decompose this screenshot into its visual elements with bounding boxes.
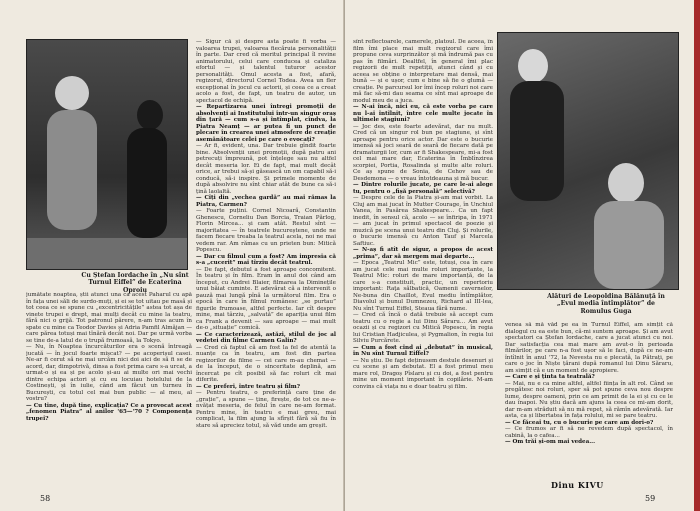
question: — Ce caracterizează, astăzi, stilul de joc al vedetei din filme Carmen Galin? — [196, 331, 336, 344]
cover-edge — [694, 0, 700, 511]
page-number-right: 59 — [645, 494, 656, 503]
paragraph: — Joc des, este foarte adevărat, dar nu mult. Cred că un singur rol bun pe stagiune, și sînt aproape pentru orice actor. Dar este o bucurie imensă să joci seară de seară de fiecare dată pe dramaturgii lor, cum ar fi Shakespeare, mi-a fost cel mai mare dar, Ecaterina în Îmblînzirea scorpiei, Portia, Rosalinda și multe alte roluri. Ce aș spune de Sonia, de Cehov sau de Desdemona — o vreau întotdeauna și mă bucur. — [353, 123, 493, 182]
paragraph: — Nu, în Noaptea încurcăturilor era o scenă întreagă jucată — în jocul foarte mișcat? — pe acoperișul casei. Ne-ar fi cerut să ne mai urcăm nici doi aici de să fi se de acord, dar, dimpotrivă, dinsa a fost prima care s-a urcat, a urmat-o și ea și pe acolo și-au ai multe ori mai vechi dintre echipa actori și cu eu locuiau hotelului de la Costinești, și în iulie, când am făcut un turneu în București, cu totul cel mai bun public — al meu, al vostru? — [26, 344, 192, 402]
author-signature: Dinu KIVU — [551, 480, 604, 490]
paragraph: — Foarte puțini. Cornel Nicoară, Constantin Ghenescu, Corneliu Dan Borcia, Traian Părlog, Florin Mircea... și cam atât. Restul sînt — majoritatea — în teatrele bucureștene, unde ne facem fiecare treaba la teatrul acela, noi ne mai vedem rar. Am rămas cu un prieten bun: Mitică Popescu. — [196, 208, 336, 253]
question: — Care e și ținta ta teatrală? — [505, 374, 595, 380]
paragraph: venea să mă văd pe ea în Turnul Eiffel, am simțit că dialogul cu ea este bun, că-mi suntem aproape. Și am avut spectatori ca Ștefan Iordache, care a jucat atunci cu noi. Dar satisfacția cea mai mare am avut-o în perioada filmărilor, pe care n-a fost ușor să le faci, după ce ne-am întîlnit în anul '72, la Nevesta nu e plecată, la Pătrați, pe care o joc în Niște țărani după romanul lui Dinu Săraru, am simțit că e un moment de apropiere. — [505, 322, 673, 374]
paragraph: sînt reflectoarele, camerele, platoul. De aceea, în film îmi place mai mult regizorul care îmi propune ceva surprinzător și mă îndrumă pas cu pas în filmări. Dealtfel, în general îmi plac regizorii de mult repetiții, atunci când și cu aceea se obține o interpretare mai densă, mai bună — și e ușor, cum e bine să fie o glumă — creație. Pe parcursul lor îmi încep roluri noi care mă fac să-mi dau seama ce sînt mai aproape de modul meu de a juca. — [353, 39, 493, 104]
question: — N-aș fi atît de sigur, a propos de acest „prima”, dar să mergem mai departe... — [353, 247, 493, 260]
paragraph: — Sigur că și despre asta poate fi vorba — valoarea trupei, valoarea fiecăruia personalității în parte. Dar cred că meritul principal îl revine animatorului, celui care conducea și cataliza efortul — și talentul tuturor acestor personalități. Omul acesta a fost, afară, regizorul, directorul Cornel Todea. Avea un fler excepțional în jocul cu actorii, și ceea ce a creat acolo a fost, de fapt, un teatru de autor, un spectacol de echipă. — [196, 39, 336, 104]
right-page — [345, 0, 700, 511]
question: — Cu tine, după tine, explicația? Ce a provocat acest „fenomen Piatra” al anilor '65—'70 ? Componența trupei? — [26, 402, 192, 422]
question: — Dintre rolurile jucate, pe care le-ai alege tu, pentru o „fișă personală” selectivă? — [353, 182, 493, 195]
paragraph: — Despre cele de la Piatra și-am mai vorbit. La Cluj am mai jucat în Mutter Courage, în Unchiul Vanea, în Pasărea Shakespeare... Ca un fapt inedit, în sensul că, acolo — se înfiripa, în 1971 — am jucat în primul spectacol de poezie și muzică pe scena unui teatru din Cluj. Și rolurile, o bucurie imensă cu Anton Tauf și Marcela Saftiuc. — [353, 195, 493, 247]
paragraph: — Nu știu. De fapt deținusem destule desenuri și cu scene și am debutat. El a fost primul meu mare rol, Dragoș Pîslaru și cu doi, a fost pentru mine un moment important în copilărie. M-am convins că viața nu e doar teatru și film. — [353, 357, 493, 390]
photo-figure-man-body — [47, 110, 97, 230]
paragraph: — Mai, nu e ca mine altfel, altfel ființa în alt rol. Când se pregătesc noi roluri, sper să pot spune ceva nou despre lume, despre oameni, prin ce am primit de la ei și cu ce le dau înapoi. Nu știu dacă am ajuns la ceea ce mi-am dorit, dar m-am străduit să nu mă repet, să rămîn adevărată. Iar asta, ca și libertatea în fața rolului, mi se pare teatru. — [505, 380, 673, 419]
photo-figure-right-body — [594, 201, 664, 289]
article-column-3 — [353, 39, 493, 494]
photo-figure-left-icon — [518, 49, 548, 83]
paragraph: — Ar fi, evident, una. Dar trebuie gîndit foarte bine. Absolvenții unei promoții, după patru ani petrecuți împreună, pot înțelege sau nu altfel decât meseria lor. Ei de fapt, mai mult decât orice, ar trebui să-și găsească un om capabil să-i conducă, să-i inspire. Și primele momente de după absolvire nu sînt chiar atât de bune ca să-i țină laolaltă. — [196, 143, 336, 195]
article-column-4 — [505, 322, 673, 472]
photo-figure-man-icon — [55, 76, 89, 110]
question: — Om trăi și-om mai vedea... — [505, 439, 596, 445]
photo-right-caption: Alături de Leopoldina Bălănuță în „Evul media întîmplător” de Romulus Guga — [547, 293, 665, 315]
photo-left-caption: Cu Ștefan Iordache în „Nu sînt Turnul Eiffel” de Ecaterina Oproiu — [81, 272, 189, 294]
paragraph: — Cred că faptul că am fost la fel de atentă la nuanțe ca în teatru, am fost din partea regizorilor de filme — cei care m-au chemat — de la început, de o sinceritate deplină, am încercat pe cît posibil să fac roluri cît mai diferite. — [196, 344, 336, 383]
paragraph: — Ce frumos ar fi să ne revedem după spectacol, în cabină, la o cafea... — [505, 426, 673, 439]
photo-figure-woman-body — [127, 128, 167, 238]
photo-figure-right-icon — [608, 163, 644, 203]
question: — Ce făceai tu, cu o bucurie pe care am dori-o? — [505, 419, 654, 426]
paragraph: — Pentru teatru, o preferință care ține de „grație”, a spune — ține, firește, de tot ce ne-a-nvățat meseria, de felul în care ne-am format. Pentru mine, în teatru e mai greu, mai complicat, la film ajung la sfîrșit fără să fiu în stare să apreciez totul, să văd unde am greșit. — [196, 390, 336, 429]
photo-floor — [27, 238, 187, 269]
paragraph: — Epoca „Teatrul Mic” este, totuși, cea în care am jucat cele mai multe roluri importante, la Teatrul Mic: roluri de mare importanță, de la care s-a constituit, practic, un repertoriu important: Raţa sălbatică, Oamenii cavernelor, Ne-buna din Chaillot, Evul mediu întîmplător, Diavolul și bunul Dumnezeu, Richard al III-lea, Nu sînt Turnul Eiffel, Steaua fără nume. — [353, 260, 493, 312]
question: — Cîți din „vechea gardă” au mai rămas la Piatra, Carmen? — [196, 195, 336, 208]
paragraph: — De fapt, debutul a fost aproape concomitent. În teatru și în film. Eram în anul doi când am început, cu Andrei Blaier, filmarea la Diminețile unui băiat cuminte. E adevărat că a intervenit o pauză mai lungă pînă la următorul film. Era o epocă în care în filmul românesc „se purtau” figurile frumoase, altfel perfecte. Iar cît despre mine, mai târziu, „salvată” de apariția unui film ca Frank a devenit — sau aproape — mai mult de-o „situație” comică. — [196, 266, 336, 331]
question: — Dar cu filmul cum a fost? Am impresia că s-a „cucerit” mai tîrziu decât teatrul. — [196, 253, 336, 266]
photo-right — [497, 32, 679, 290]
question: — Repartizarea unei întregi promoții de absolvenți ai Institutului într-un singur oraș din țară — cum s-a și întîmplat, cîndva, la Piatra Neamț — ar putea fi un punct de plecare în crearea unei atmosfere de creație asemănătoare celei pe care o evocați? — [196, 104, 336, 143]
article-column-2 — [196, 39, 336, 494]
question: — Cum a fost cînd ai „debutat” în musical, în Nu sînt Turnul Eiffel? — [353, 344, 493, 357]
paragraph: — Cred că încă o dată trebuie să accept cum teatru cu o regie a lui Dinu Săraru... Am avut ocazii și cu regizori cu Mitică Popescu, în regia lui Cristian Hadjiculea, și Pygmalion, în regia lui Silviu Purcărete. — [353, 312, 493, 344]
left-page — [0, 0, 345, 511]
article-column-1 — [26, 292, 192, 492]
photo-left — [26, 39, 188, 270]
paragraph: jumătate noaptea, știi atunci una ca acest Paharul cu apă în fața unei săli de surdo-muți, și ei se tot uitau pe masă și tot ceea ce se spune cu „excentricitățile” astea tot așa de vinete trupei e drept, mai mulți decât cu mine la teatru, fără nici o grijă. Tot patronul părere, n-am tras acum în spate cu mine ca Teodor Davies și Adria Pamfil Almăjan — care părea totuși mai tînără decât noi. Dar pe urmă vorba se tine de-a latul de o trupă frumoasă, la Tokyo. — [26, 292, 192, 344]
photo-figure-woman-icon — [137, 100, 163, 130]
question: — N-ai încă, nici eu, că este vorba pe care nu l-ai întîlnit, între cele multe jocate în ultimele stagiuni? — [353, 104, 493, 123]
page-number-left: 58 — [40, 494, 51, 503]
photo-figure-left-body — [510, 81, 564, 201]
question: — Ce preferi, între teatru și film? — [196, 383, 301, 390]
